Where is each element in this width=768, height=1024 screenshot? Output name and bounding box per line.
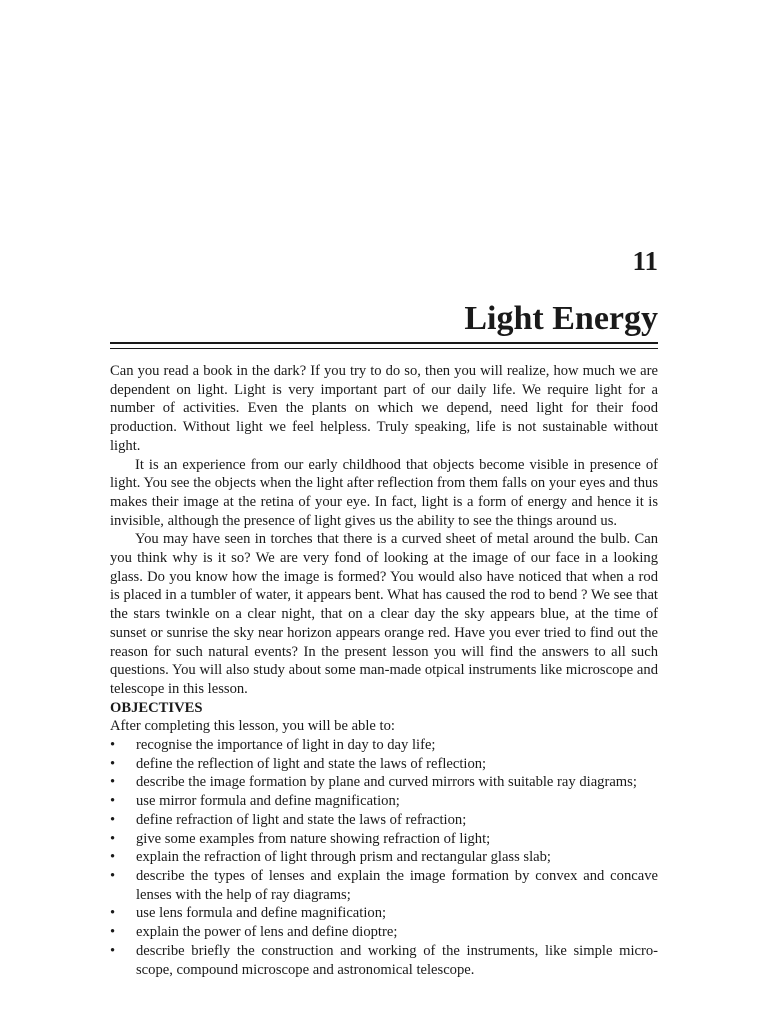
paragraph-2: It is an experience from our early childhood that objects become visible in presence of light. You see the objects when the light after reflection from them falls on your eyes and thus makes their image at the retina of your eye. In fact, light is a form of energy and hence it is invisible, although the presence of light gives us the ability to see the things around us. — [110, 456, 658, 529]
list-item — [110, 867, 658, 904]
title-rule-thin — [110, 348, 658, 349]
list-item — [110, 792, 658, 811]
paragraph-1: Can you read a book in the dark? If you try to do so, then you will realize, how much we are dependent on light. Light is very important part of our daily life. We require light for a number of activities. Even the plants on which we depend, need light for their food production. Without light we feel helpless. Truly speaking, life is not sustainable without light. — [110, 363, 658, 454]
bullet-icon: • — [110, 849, 116, 866]
bullet-icon: • — [110, 924, 116, 941]
list-item — [110, 942, 658, 979]
list-item-text: give some examples from nature showing refraction of light; — [136, 830, 491, 847]
list-item-text: explain the refraction of light through prism and rectangular glass slab; — [136, 849, 551, 866]
list-item-text: explain the power of lens and define dioptre; — [136, 924, 398, 941]
bullet-icon: • — [110, 811, 116, 828]
bullet-icon: • — [110, 942, 116, 959]
lesson-body — [110, 362, 658, 979]
title-rule-thick — [110, 342, 658, 344]
paragraph-3: You may have seen in torches that there is a curved sheet of metal around the bulb. Can you think why is it so? We are very fond of looking at the image of our face in a looking glass. Do you know how the image is formed? You would also have noticed that when a rod is placed in a tumbler of water, it appears bent. What has caused the rod to bend ? We see that the stars twinkle on a clear night, that on a clear day the sky appears blue, at the time of sunset or sunrise the sky near horizon appears orange red. Have you ever tried to find out the reason for such natural events? In the present lesson you will find the answers to all such questions. You will also study about some man-made otpical instruments like microscope and telescope in this lesson. — [110, 531, 658, 697]
list-item-text: describe briefly the construction and working of the instruments, like simple micro-scope, compound microscope and astronomical telescope. — [136, 942, 658, 978]
bullet-icon: • — [110, 905, 116, 922]
list-item-text: define refraction of light and state the laws of refraction; — [136, 811, 467, 828]
list-item-text: describe the types of lenses and explain the image formation by convex and concave lenses with the help of ray diagrams; — [136, 867, 658, 903]
bullet-icon: • — [110, 737, 116, 754]
list-item — [110, 923, 658, 942]
bullet-icon: • — [110, 867, 116, 884]
objectives-heading: OBJECTIVES — [110, 699, 203, 716]
list-item — [110, 811, 658, 830]
bullet-icon: • — [110, 755, 116, 772]
list-item — [110, 773, 658, 792]
list-item — [110, 830, 658, 849]
list-item-text: use lens formula and define magnification; — [136, 905, 387, 922]
chapter-number: 11 — [632, 246, 658, 276]
list-item — [110, 755, 658, 774]
list-item-text: define the reflection of light and state the laws of reflection; — [136, 755, 487, 772]
bullet-icon: • — [110, 793, 116, 810]
bullet-icon: • — [110, 774, 116, 791]
chapter-title: Light Energy — [464, 300, 658, 337]
list-item-text: use mirror formula and define magnification; — [136, 793, 400, 810]
list-item — [110, 736, 658, 755]
list-item-text: recognise the importance of light in day to day life; — [136, 737, 436, 754]
list-item — [110, 904, 658, 923]
bullet-icon: • — [110, 830, 116, 847]
objectives-list — [110, 736, 658, 979]
list-item-text: describe the image formation by plane and curved mirrors with suitable ray diagrams; — [136, 774, 637, 791]
objectives-intro: After completing this lesson, you will be able to: — [110, 718, 395, 735]
list-item — [110, 848, 658, 867]
